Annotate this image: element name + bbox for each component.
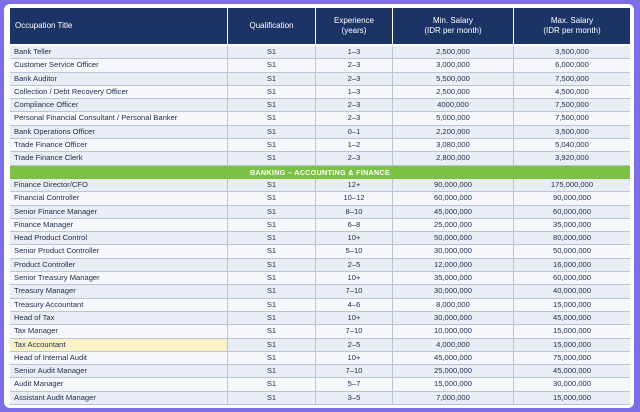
- min-salary-cell: 3,080,000: [393, 139, 514, 151]
- qualification-cell: S1: [228, 285, 316, 297]
- experience-cell: 4–6: [316, 299, 393, 311]
- min-salary-cell: 7,000,000: [393, 392, 514, 404]
- qualification-cell: S1: [228, 219, 316, 231]
- occupation-cell: Collection / Debt Recovery Officer: [10, 86, 228, 98]
- table-row: [10, 232, 630, 245]
- max-salary-cell: 4,500,000: [555, 86, 589, 96]
- table-row: [10, 325, 630, 338]
- qualification-cell: S1: [228, 86, 316, 98]
- table-row: [10, 245, 630, 258]
- salary-table-frame: [4, 4, 634, 408]
- section-header-banking-accounting-finance: BANKING – ACCOUNTING & FINANCE: [10, 166, 630, 179]
- qualification-cell: S1: [228, 59, 316, 71]
- occupation-cell: Financial Controller: [10, 192, 228, 204]
- max-salary-cell: 7,500,000: [555, 100, 589, 110]
- header-occupation: [10, 8, 228, 44]
- experience-cell: 2–3: [316, 112, 393, 124]
- min-salary-cell: 8,000,000: [393, 299, 514, 311]
- min-salary-cell: 4000,000: [393, 99, 514, 111]
- qualification-cell: S1: [228, 312, 316, 324]
- experience-cell: 2–3: [316, 152, 393, 164]
- max-salary-cell: 3,920,000: [555, 153, 589, 163]
- table-row: [10, 219, 630, 232]
- table-row: [10, 126, 630, 139]
- min-salary-cell: 50,000,000: [393, 232, 514, 244]
- header-qualification: [228, 8, 316, 44]
- header-max-salary: [514, 8, 630, 44]
- min-salary-cell: 45,000,000: [393, 352, 514, 364]
- max-salary-cell: 15,000,000: [552, 392, 591, 402]
- qualification-cell: S1: [228, 325, 316, 337]
- experience-cell: 10–12: [316, 192, 393, 204]
- occupation-cell: Trade Finance Officer: [10, 139, 228, 151]
- occupation-cell: Finance Manager: [10, 219, 228, 231]
- occupation-cell: Bank Auditor: [10, 73, 228, 85]
- min-salary-cell: 60,000,000: [393, 192, 514, 204]
- min-salary-cell: 30,000,000: [393, 245, 514, 257]
- table-row: [10, 59, 630, 72]
- experience-cell: 1–2: [316, 139, 393, 151]
- table-row: [10, 259, 630, 272]
- experience-cell: 2–3: [316, 73, 393, 85]
- min-salary-cell: 25,000,000: [393, 365, 514, 377]
- table-body: [10, 46, 630, 405]
- qualification-cell: S1: [228, 139, 316, 151]
- qualification-cell: S1: [228, 352, 316, 364]
- max-salary-cell: 30,000,000: [552, 379, 591, 389]
- occupation-cell: Assistant Audit Manager: [10, 392, 228, 404]
- occupation-cell: Senior Treasury Manager: [10, 272, 228, 284]
- experience-cell: 2–3: [316, 59, 393, 71]
- header-experience-unit: (years): [341, 26, 367, 35]
- header-min-salary: [393, 8, 514, 44]
- min-salary-cell: 90,000,000: [393, 179, 514, 191]
- qualification-cell: S1: [228, 179, 316, 191]
- table-row: [10, 46, 630, 59]
- max-salary-cell: 45,000,000: [552, 312, 591, 322]
- occupation-cell: Senior Audit Manager: [10, 365, 228, 377]
- header-min-salary-unit: (IDR per month): [424, 26, 482, 35]
- experience-cell: 0–1: [316, 126, 393, 138]
- max-salary-cell: 50,000,000: [552, 246, 591, 256]
- experience-cell: 2–5: [316, 259, 393, 271]
- occupation-cell: Tax Manager: [10, 325, 228, 337]
- table-row: [10, 139, 630, 152]
- max-salary-cell: 175,000,000: [550, 179, 594, 189]
- qualification-cell: S1: [228, 126, 316, 138]
- occupation-cell: Treasury Manager: [10, 285, 228, 297]
- occupation-cell: Compliance Officer: [10, 99, 228, 111]
- table-row: [10, 179, 630, 192]
- occupation-cell: Finance Director/CFO: [10, 179, 228, 191]
- max-salary-cell: 60,000,000: [552, 206, 591, 216]
- qualification-cell: S1: [228, 73, 316, 85]
- min-salary-cell: 12,000,000: [393, 259, 514, 271]
- occupation-cell: Customer Service Officer: [10, 59, 228, 71]
- experience-cell: 10+: [316, 272, 393, 284]
- qualification-cell: S1: [228, 365, 316, 377]
- occupation-cell: Head of Internal Audit: [10, 352, 228, 364]
- table-row: [10, 272, 630, 285]
- min-salary-cell: 2,200,000: [393, 126, 514, 138]
- max-salary-cell: 15,000,000: [552, 326, 591, 336]
- max-salary-cell: 45,000,000: [552, 366, 591, 376]
- qualification-cell: S1: [228, 112, 316, 124]
- qualification-cell: S1: [228, 46, 316, 58]
- experience-cell: 5–10: [316, 245, 393, 257]
- table-row: [10, 285, 630, 298]
- experience-cell: 10+: [316, 352, 393, 364]
- max-salary-cell: 15,000,000: [552, 299, 591, 309]
- min-salary-cell: 3,000,000: [393, 59, 514, 71]
- max-salary-cell: 60,000,000: [552, 273, 591, 283]
- occupation-cell: Tax Accountant: [10, 339, 228, 351]
- qualification-cell: S1: [228, 232, 316, 244]
- table-row: [10, 112, 630, 125]
- min-salary-cell: 15,000,000: [393, 378, 514, 390]
- qualification-cell: S1: [228, 378, 316, 390]
- qualification-cell: S1: [228, 192, 316, 204]
- table-row: [10, 339, 630, 352]
- min-salary-cell: 4,000,000: [393, 339, 514, 351]
- table-row: [10, 99, 630, 112]
- occupation-cell: Head of Tax: [10, 312, 228, 324]
- max-salary-cell: 7,500,000: [555, 113, 589, 123]
- experience-cell: 1–3: [316, 86, 393, 98]
- qualification-cell: S1: [228, 152, 316, 164]
- min-salary-cell: 5,000,000: [393, 112, 514, 124]
- max-salary-cell: 35,000,000: [552, 219, 591, 229]
- header-experience: [316, 8, 393, 44]
- table-header: [10, 8, 630, 44]
- occupation-cell: Treasury Accountant: [10, 299, 228, 311]
- table-row: [10, 299, 630, 312]
- table-row: [10, 86, 630, 99]
- max-salary-cell: 3,500,000: [555, 47, 589, 56]
- header-experience-label: Experience: [333, 16, 375, 25]
- table-row: [10, 192, 630, 205]
- experience-cell: 8–10: [316, 206, 393, 218]
- min-salary-cell: 2,800,000: [393, 152, 514, 164]
- experience-cell: 1–3: [316, 46, 393, 58]
- occupation-cell: Senior Product Controller: [10, 245, 228, 257]
- max-salary-cell: 6,000,000: [555, 60, 589, 70]
- occupation-cell: Bank Teller: [10, 46, 228, 58]
- qualification-cell: S1: [228, 259, 316, 271]
- qualification-cell: S1: [228, 99, 316, 111]
- experience-cell: 7–10: [316, 365, 393, 377]
- occupation-cell: Head Product Control: [10, 232, 228, 244]
- qualification-cell: S1: [228, 245, 316, 257]
- qualification-cell: S1: [228, 299, 316, 311]
- header-max-salary-unit: (IDR per month): [543, 26, 601, 35]
- occupation-cell: Audit Manager: [10, 378, 228, 390]
- min-salary-cell: 35,000,000: [393, 272, 514, 284]
- table-row: [10, 73, 630, 86]
- experience-cell: 2–3: [316, 99, 393, 111]
- min-salary-cell: 45,000,000: [393, 206, 514, 218]
- experience-cell: 7–10: [316, 285, 393, 297]
- min-salary-cell: 10,000,000: [393, 325, 514, 337]
- max-salary-cell: 7,500,000: [555, 73, 589, 83]
- min-salary-cell: 2,500,000: [393, 86, 514, 98]
- qualification-cell: S1: [228, 392, 316, 404]
- occupation-cell: Personal Financial Consultant / Personal Banker: [10, 112, 228, 124]
- min-salary-cell: 30,000,000: [393, 285, 514, 297]
- experience-cell: 5–7: [316, 378, 393, 390]
- table-row: [10, 392, 630, 405]
- max-salary-cell: 90,000,000: [552, 193, 591, 203]
- max-salary-cell: 5,040,000: [555, 140, 589, 150]
- qualification-cell: S1: [228, 206, 316, 218]
- occupation-cell: Trade Finance Clerk: [10, 152, 228, 164]
- experience-cell: 10+: [316, 312, 393, 324]
- max-salary-cell: 40,000,000: [552, 286, 591, 296]
- table-row: [10, 152, 630, 165]
- experience-cell: 6–8: [316, 219, 393, 231]
- header-max-salary-label: Max. Salary: [550, 16, 594, 25]
- table-row: [10, 352, 630, 365]
- max-salary-cell: 15,000,000: [552, 339, 591, 349]
- experience-cell: 3–5: [316, 392, 393, 404]
- min-salary-cell: 5,500,000: [393, 73, 514, 85]
- qualification-cell: S1: [228, 339, 316, 351]
- occupation-cell: Bank Operations Officer: [10, 126, 228, 138]
- max-salary-cell: 16,000,000: [552, 259, 591, 269]
- occupation-cell: Product Controller: [10, 259, 228, 271]
- max-salary-cell: 80,000,000: [552, 233, 591, 243]
- table-row: [10, 365, 630, 378]
- min-salary-cell: 2,500,000: [393, 46, 514, 58]
- experience-cell: 10+: [316, 232, 393, 244]
- max-salary-cell: 3,500,000: [555, 126, 589, 136]
- occupation-cell: Senior Finance Manager: [10, 206, 228, 218]
- table-row: [10, 312, 630, 325]
- header-qualification-label: Qualification: [249, 21, 294, 30]
- experience-cell: 7–10: [316, 325, 393, 337]
- table-row: [10, 378, 630, 391]
- min-salary-cell: 25,000,000: [393, 219, 514, 231]
- qualification-cell: S1: [228, 272, 316, 284]
- experience-cell: 12+: [316, 179, 393, 191]
- header-occupation-label: Occupation Title: [15, 21, 73, 30]
- min-salary-cell: 30,000,000: [393, 312, 514, 324]
- header-min-salary-label: Min. Salary: [432, 16, 473, 25]
- max-salary-cell: 75,000,000: [552, 352, 591, 362]
- experience-cell: 2–5: [316, 339, 393, 351]
- table-row: [10, 206, 630, 219]
